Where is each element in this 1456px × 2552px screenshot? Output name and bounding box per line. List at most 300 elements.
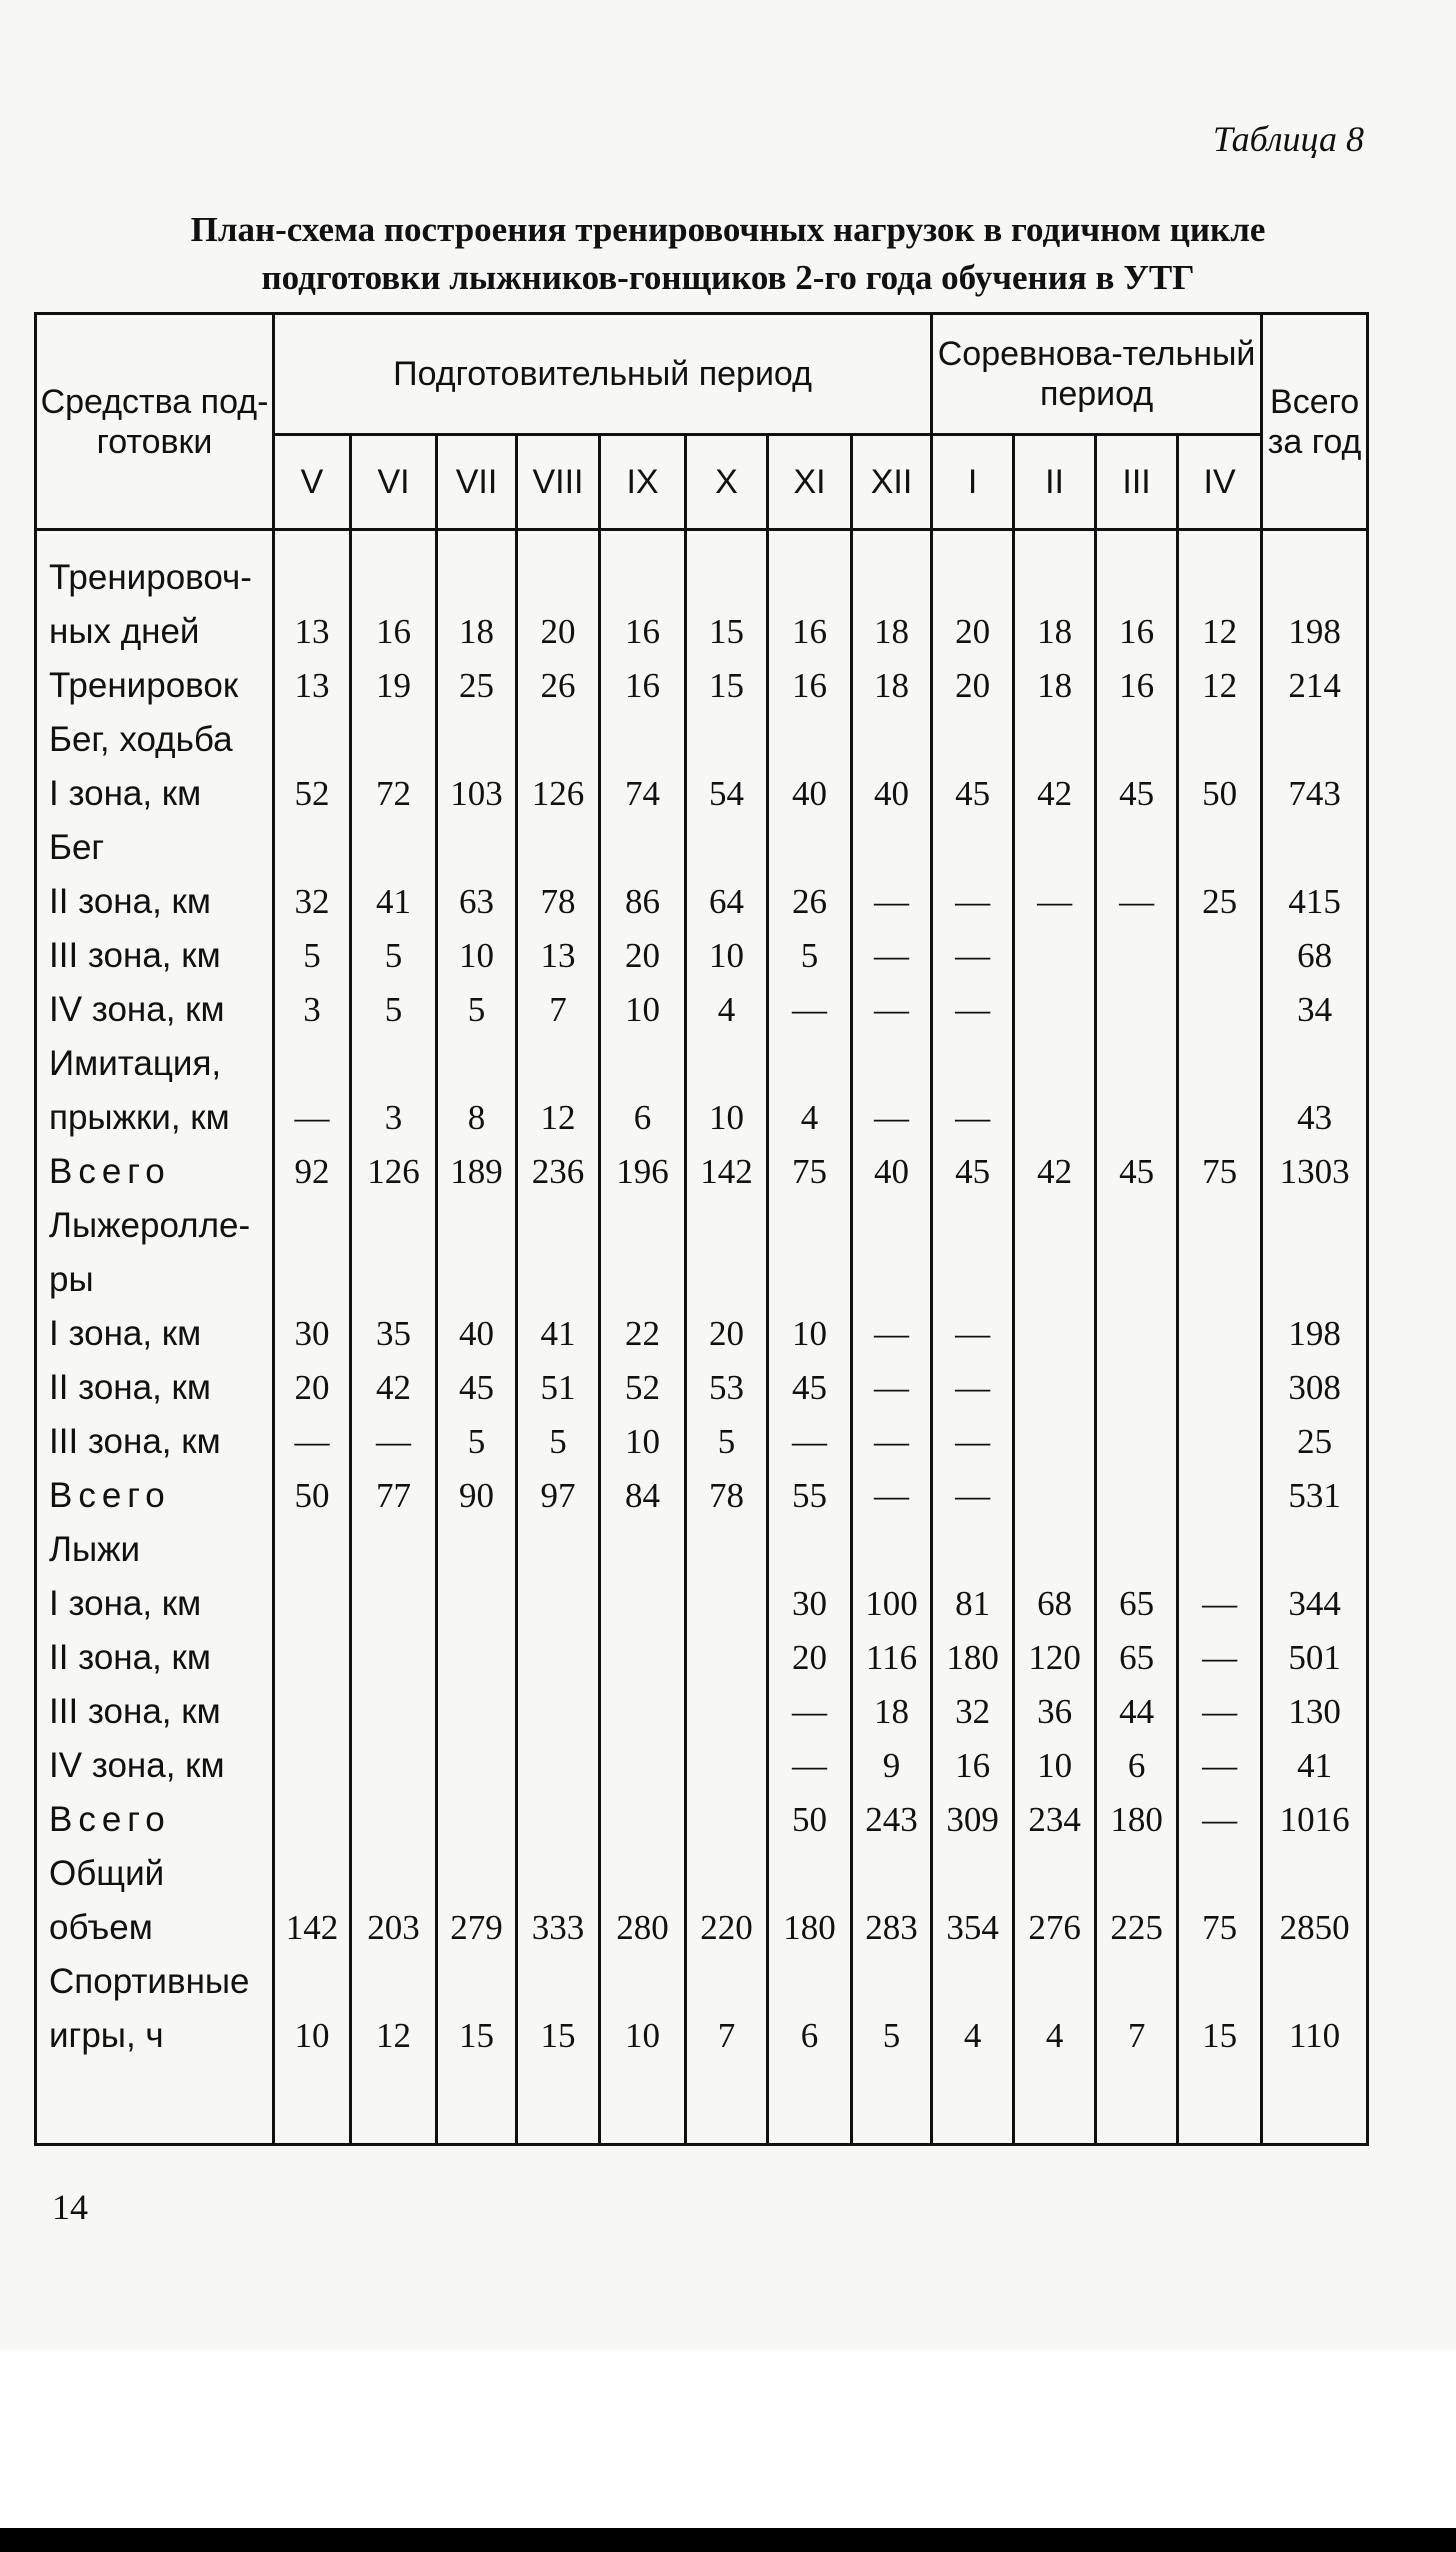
table-cell: — — [932, 929, 1014, 983]
table-cell — [1178, 1847, 1262, 1901]
table-cell: 5 — [852, 2009, 932, 2145]
table-row — [36, 1901, 1368, 1955]
table-row — [36, 1253, 1368, 1307]
table-cell — [686, 1793, 768, 1847]
row-label: прыжки, км — [36, 1091, 274, 1145]
table-cell — [768, 821, 852, 875]
table-cell — [274, 530, 351, 606]
table-cell: 6 — [1096, 1739, 1178, 1793]
table-cell: 92 — [274, 1145, 351, 1199]
table-cell — [686, 1847, 768, 1901]
table-cell — [1096, 821, 1178, 875]
table-cell: 68 — [1262, 929, 1368, 983]
table-cell — [274, 1793, 351, 1847]
table-cell — [517, 713, 600, 767]
table-cell — [600, 821, 686, 875]
table-cell — [600, 1631, 686, 1685]
table-cell: 40 — [852, 767, 932, 821]
table-cell — [351, 1037, 437, 1091]
table-cell: 196 — [600, 1145, 686, 1199]
month-header: III — [1096, 435, 1178, 530]
table-cell — [1178, 1523, 1262, 1577]
table-cell — [686, 713, 768, 767]
table-cell — [274, 1523, 351, 1577]
table-cell — [274, 1577, 351, 1631]
table-cell — [437, 1253, 517, 1307]
table-cell — [274, 1955, 351, 2009]
table-cell — [1096, 1199, 1178, 1253]
table-cell — [768, 530, 852, 606]
table-cell: 90 — [437, 1469, 517, 1523]
table-cell: 26 — [517, 659, 600, 713]
table-cell: 5 — [686, 1415, 768, 1469]
table-cell — [932, 530, 1014, 606]
table-cell: 189 — [437, 1145, 517, 1199]
table-cell — [600, 1577, 686, 1631]
table-cell: 42 — [351, 1361, 437, 1415]
table-cell: 5 — [517, 1415, 600, 1469]
table-cell — [1096, 530, 1178, 606]
table-cell: 415 — [1262, 875, 1368, 929]
table-cell: 25 — [1262, 1415, 1368, 1469]
table-cell: — — [1178, 1577, 1262, 1631]
table-cell: 75 — [1178, 1901, 1262, 1955]
table-cell — [600, 1199, 686, 1253]
row-label: IV зона, км — [36, 1739, 274, 1793]
table-cell: 40 — [437, 1307, 517, 1361]
table-cell — [274, 1739, 351, 1793]
table-cell: 126 — [351, 1145, 437, 1199]
table-cell: 55 — [768, 1469, 852, 1523]
table-cell: — — [852, 1469, 932, 1523]
table-cell: — — [1178, 1739, 1262, 1793]
table-cell — [1014, 1253, 1096, 1307]
table-cell — [932, 713, 1014, 767]
table-cell: 81 — [932, 1577, 1014, 1631]
row-label: III зона, км — [36, 929, 274, 983]
table-cell: 16 — [1096, 659, 1178, 713]
table-cell — [1096, 1253, 1178, 1307]
table-cell — [437, 1199, 517, 1253]
table-cell — [686, 1253, 768, 1307]
table-cell — [852, 713, 932, 767]
table-cell: 283 — [852, 1901, 932, 1955]
table-row — [36, 929, 1368, 983]
table-cell: 74 — [600, 767, 686, 821]
table-cell: 72 — [351, 767, 437, 821]
table-cell — [932, 1955, 1014, 2009]
table-cell: 18 — [437, 605, 517, 659]
table-cell — [1262, 1253, 1368, 1307]
table-cell: 5 — [274, 929, 351, 983]
table-cell: 41 — [1262, 1739, 1368, 1793]
row-label: ры — [36, 1253, 274, 1307]
row-label: Спортивные — [36, 1955, 274, 2009]
table-cell — [1178, 1415, 1262, 1469]
table-cell — [852, 1955, 932, 2009]
table-cell: — — [274, 1415, 351, 1469]
table-row — [36, 1685, 1368, 1739]
table-cell — [600, 530, 686, 606]
table-cell — [437, 1631, 517, 1685]
table-cell: — — [932, 1307, 1014, 1361]
table-cell — [1014, 1037, 1096, 1091]
table-cell — [686, 1739, 768, 1793]
table-cell: 41 — [351, 875, 437, 929]
table-cell: 7 — [517, 983, 600, 1037]
table-cell — [1096, 1361, 1178, 1415]
table-cell: 50 — [768, 1793, 852, 1847]
table-cell: 3 — [274, 983, 351, 1037]
month-header: I — [932, 435, 1014, 530]
table-cell: 110 — [1262, 2009, 1368, 2145]
table-cell — [437, 1739, 517, 1793]
table-cell — [351, 1955, 437, 2009]
table-cell: 10 — [600, 2009, 686, 2145]
table-row — [36, 1361, 1368, 1415]
month-header: IV — [1178, 435, 1262, 530]
month-header: V — [274, 435, 351, 530]
table-cell: 6 — [768, 2009, 852, 2145]
table-cell: 51 — [517, 1361, 600, 1415]
table-cell — [1178, 821, 1262, 875]
table-cell: 12 — [351, 2009, 437, 2145]
table-cell: 42 — [1014, 1145, 1096, 1199]
table-cell — [517, 1847, 600, 1901]
table-cell — [600, 1793, 686, 1847]
row-label: II зона, км — [36, 1631, 274, 1685]
table-cell: 234 — [1014, 1793, 1096, 1847]
table-cell: 18 — [852, 659, 932, 713]
table-cell — [1262, 1037, 1368, 1091]
table-cell — [852, 1037, 932, 1091]
table-cell: 15 — [1178, 2009, 1262, 2145]
table-cell — [274, 1631, 351, 1685]
table-cell: 45 — [437, 1361, 517, 1415]
table-title — [60, 206, 1396, 302]
table-cell: 4 — [932, 2009, 1014, 2145]
table-cell: 12 — [517, 1091, 600, 1145]
table-cell — [274, 1253, 351, 1307]
table-cell: — — [768, 1685, 852, 1739]
table-cell — [437, 1847, 517, 1901]
table-cell — [1014, 1469, 1096, 1523]
table-cell: 45 — [768, 1361, 852, 1415]
table-cell — [768, 1199, 852, 1253]
table-cell — [768, 1847, 852, 1901]
table-cell — [1014, 1523, 1096, 1577]
table-cell — [686, 1037, 768, 1091]
table-cell: 40 — [852, 1145, 932, 1199]
table-cell: — — [932, 983, 1014, 1037]
table-cell: 26 — [768, 875, 852, 929]
table-cell: 43 — [1262, 1091, 1368, 1145]
table-cell — [517, 1955, 600, 2009]
table-cell: 15 — [517, 2009, 600, 2145]
table-cell: — — [768, 1415, 852, 1469]
table-cell: 309 — [932, 1793, 1014, 1847]
table-cell — [852, 1523, 932, 1577]
table-cell: 142 — [274, 1901, 351, 1955]
table-cell: 10 — [686, 929, 768, 983]
table-cell: 100 — [852, 1577, 932, 1631]
table-cell — [1262, 1847, 1368, 1901]
row-label: Всего — [36, 1469, 274, 1523]
table-cell: 7 — [686, 2009, 768, 2145]
table-cell: 5 — [351, 929, 437, 983]
table-cell: 18 — [852, 605, 932, 659]
table-cell — [517, 1793, 600, 1847]
table-cell — [1178, 983, 1262, 1037]
table-cell — [1096, 929, 1178, 983]
table-cell: 64 — [686, 875, 768, 929]
table-cell: 30 — [274, 1307, 351, 1361]
table-cell: 20 — [932, 605, 1014, 659]
table-row — [36, 1091, 1368, 1145]
table-cell — [1178, 1091, 1262, 1145]
table-cell: 12 — [1178, 605, 1262, 659]
table-cell — [600, 1037, 686, 1091]
row-label: IV зона, км — [36, 983, 274, 1037]
table-cell — [274, 821, 351, 875]
table-cell — [1262, 821, 1368, 875]
table-cell — [932, 1253, 1014, 1307]
table-row — [36, 1307, 1368, 1361]
table-cell: 130 — [1262, 1685, 1368, 1739]
table-cell — [517, 821, 600, 875]
table-cell: 20 — [600, 929, 686, 983]
table-cell — [932, 1199, 1014, 1253]
table-cell — [437, 530, 517, 606]
table-cell — [686, 821, 768, 875]
table-cell — [932, 1847, 1014, 1901]
table-cell: 45 — [1096, 1145, 1178, 1199]
table-cell: 16 — [768, 659, 852, 713]
table-row — [36, 875, 1368, 929]
table-row — [36, 1577, 1368, 1631]
row-label: Лыжи — [36, 1523, 274, 1577]
table-cell — [686, 1631, 768, 1685]
table-cell — [1178, 713, 1262, 767]
table-cell — [1262, 1955, 1368, 2009]
table-cell: 36 — [1014, 1685, 1096, 1739]
table-cell — [274, 1037, 351, 1091]
table-cell — [274, 1685, 351, 1739]
table-row — [36, 1199, 1368, 1253]
table-cell — [517, 1199, 600, 1253]
header-prep-period: Подготовительный период — [274, 314, 932, 435]
table-row — [36, 1415, 1368, 1469]
table-cell: 20 — [274, 1361, 351, 1415]
table-cell — [1178, 1469, 1262, 1523]
table-cell: 18 — [1014, 605, 1096, 659]
table-cell: — — [852, 875, 932, 929]
table-cell — [1096, 1037, 1178, 1091]
table-cell: 10 — [1014, 1739, 1096, 1793]
table-cell: 20 — [686, 1307, 768, 1361]
table-cell: — — [932, 1415, 1014, 1469]
table-cell — [686, 1685, 768, 1739]
month-header: II — [1014, 435, 1096, 530]
table-cell — [852, 821, 932, 875]
table-cell: 25 — [1178, 875, 1262, 929]
table-cell: 308 — [1262, 1361, 1368, 1415]
table-cell: 16 — [351, 605, 437, 659]
table-cell: 16 — [600, 659, 686, 713]
table-cell: 18 — [1014, 659, 1096, 713]
table-cell — [686, 1523, 768, 1577]
table-cell — [274, 1847, 351, 1901]
table-cell — [600, 1685, 686, 1739]
table-cell — [351, 1253, 437, 1307]
row-label: Всего — [36, 1793, 274, 1847]
table-row — [36, 1523, 1368, 1577]
table-cell — [932, 1523, 1014, 1577]
table-cell: — — [852, 1091, 932, 1145]
table-row — [36, 713, 1368, 767]
scan-edge-bar — [0, 2528, 1456, 2552]
row-label: II зона, км — [36, 1361, 274, 1415]
table-cell: 8 — [437, 1091, 517, 1145]
table-cell: 13 — [274, 605, 351, 659]
table-cell: 30 — [768, 1577, 852, 1631]
table-cell — [1096, 1415, 1178, 1469]
table-cell — [600, 713, 686, 767]
table-cell — [686, 530, 768, 606]
table-row — [36, 1469, 1368, 1523]
table-cell: — — [1178, 1631, 1262, 1685]
table-cell — [1096, 1091, 1178, 1145]
table-cell: — — [768, 983, 852, 1037]
table-cell: 280 — [600, 1901, 686, 1955]
table-cell: 5 — [351, 983, 437, 1037]
table-cell: 225 — [1096, 1901, 1178, 1955]
table-cell: 743 — [1262, 767, 1368, 821]
table-cell: 126 — [517, 767, 600, 821]
table-cell: 32 — [274, 875, 351, 929]
table-cell — [1262, 713, 1368, 767]
table-cell — [274, 713, 351, 767]
table-cell — [1178, 1037, 1262, 1091]
table-row — [36, 605, 1368, 659]
row-label: Общий — [36, 1847, 274, 1901]
table-cell — [600, 1847, 686, 1901]
table-cell — [852, 1199, 932, 1253]
table-row — [36, 1955, 1368, 2009]
table-cell — [768, 713, 852, 767]
table-cell — [1096, 1847, 1178, 1901]
table-cell — [437, 713, 517, 767]
table-cell: 25 — [437, 659, 517, 713]
table-cell: 333 — [517, 1901, 600, 1955]
table-cell — [437, 1577, 517, 1631]
month-header: XII — [852, 435, 932, 530]
table-cell — [1096, 1469, 1178, 1523]
table-cell: 50 — [274, 1469, 351, 1523]
table-cell: 42 — [1014, 767, 1096, 821]
table-cell: 15 — [686, 605, 768, 659]
table-cell: 501 — [1262, 1631, 1368, 1685]
row-label: Бег, ходьба — [36, 713, 274, 767]
table-cell — [686, 1199, 768, 1253]
table-cell: 1016 — [1262, 1793, 1368, 1847]
row-label: Бег — [36, 821, 274, 875]
table-cell — [517, 530, 600, 606]
table-row — [36, 1739, 1368, 1793]
table-cell: — — [274, 1091, 351, 1145]
table-cell: 7 — [1096, 2009, 1178, 2145]
table-cell — [1014, 1091, 1096, 1145]
table-cell: — — [852, 1361, 932, 1415]
table-cell — [768, 1523, 852, 1577]
table-cell: 2850 — [1262, 1901, 1368, 1955]
table-row — [36, 2009, 1368, 2145]
table-cell — [1262, 1199, 1368, 1253]
table-cell: 34 — [1262, 983, 1368, 1037]
table-cell: 20 — [517, 605, 600, 659]
table-cell — [932, 821, 1014, 875]
table-row — [36, 530, 1368, 606]
month-header: VII — [437, 435, 517, 530]
table-cell: 10 — [600, 983, 686, 1037]
table-cell: 120 — [1014, 1631, 1096, 1685]
table-cell: 75 — [768, 1145, 852, 1199]
table-cell — [517, 1685, 600, 1739]
table-cell: 15 — [437, 2009, 517, 2145]
table-cell — [1014, 1361, 1096, 1415]
table-cell: — — [1014, 875, 1096, 929]
table-cell: 276 — [1014, 1901, 1096, 1955]
table-cell: 13 — [274, 659, 351, 713]
table-row — [36, 983, 1368, 1037]
table-cell — [351, 1523, 437, 1577]
table-cell: 45 — [932, 767, 1014, 821]
row-label: Лыжеролле- — [36, 1199, 274, 1253]
table-cell: 12 — [1178, 659, 1262, 713]
table-cell: 19 — [351, 659, 437, 713]
table-cell — [437, 1523, 517, 1577]
table-cell — [600, 1523, 686, 1577]
table-cell — [351, 530, 437, 606]
table-cell — [517, 1037, 600, 1091]
table-cell: 116 — [852, 1631, 932, 1685]
table-cell — [1096, 1523, 1178, 1577]
table-cell — [351, 1739, 437, 1793]
table-cell: — — [1178, 1685, 1262, 1739]
row-label: объем — [36, 1901, 274, 1955]
table-cell — [1096, 983, 1178, 1037]
table-cell — [1262, 1523, 1368, 1577]
table-cell — [1178, 1307, 1262, 1361]
table-cell — [852, 1847, 932, 1901]
table-cell — [274, 1199, 351, 1253]
table-cell: 531 — [1262, 1469, 1368, 1523]
table-cell: 77 — [351, 1469, 437, 1523]
table-cell: 103 — [437, 767, 517, 821]
table-cell: 78 — [686, 1469, 768, 1523]
table-cell: 50 — [1178, 767, 1262, 821]
month-header: X — [686, 435, 768, 530]
table-cell: 20 — [932, 659, 1014, 713]
table-cell: — — [852, 929, 932, 983]
table-cell: 10 — [274, 2009, 351, 2145]
table-cell: 214 — [1262, 659, 1368, 713]
table-cell — [1178, 1955, 1262, 2009]
table-cell: — — [1096, 875, 1178, 929]
table-cell: 10 — [600, 1415, 686, 1469]
row-label: Всего — [36, 1145, 274, 1199]
table-cell: 40 — [768, 767, 852, 821]
